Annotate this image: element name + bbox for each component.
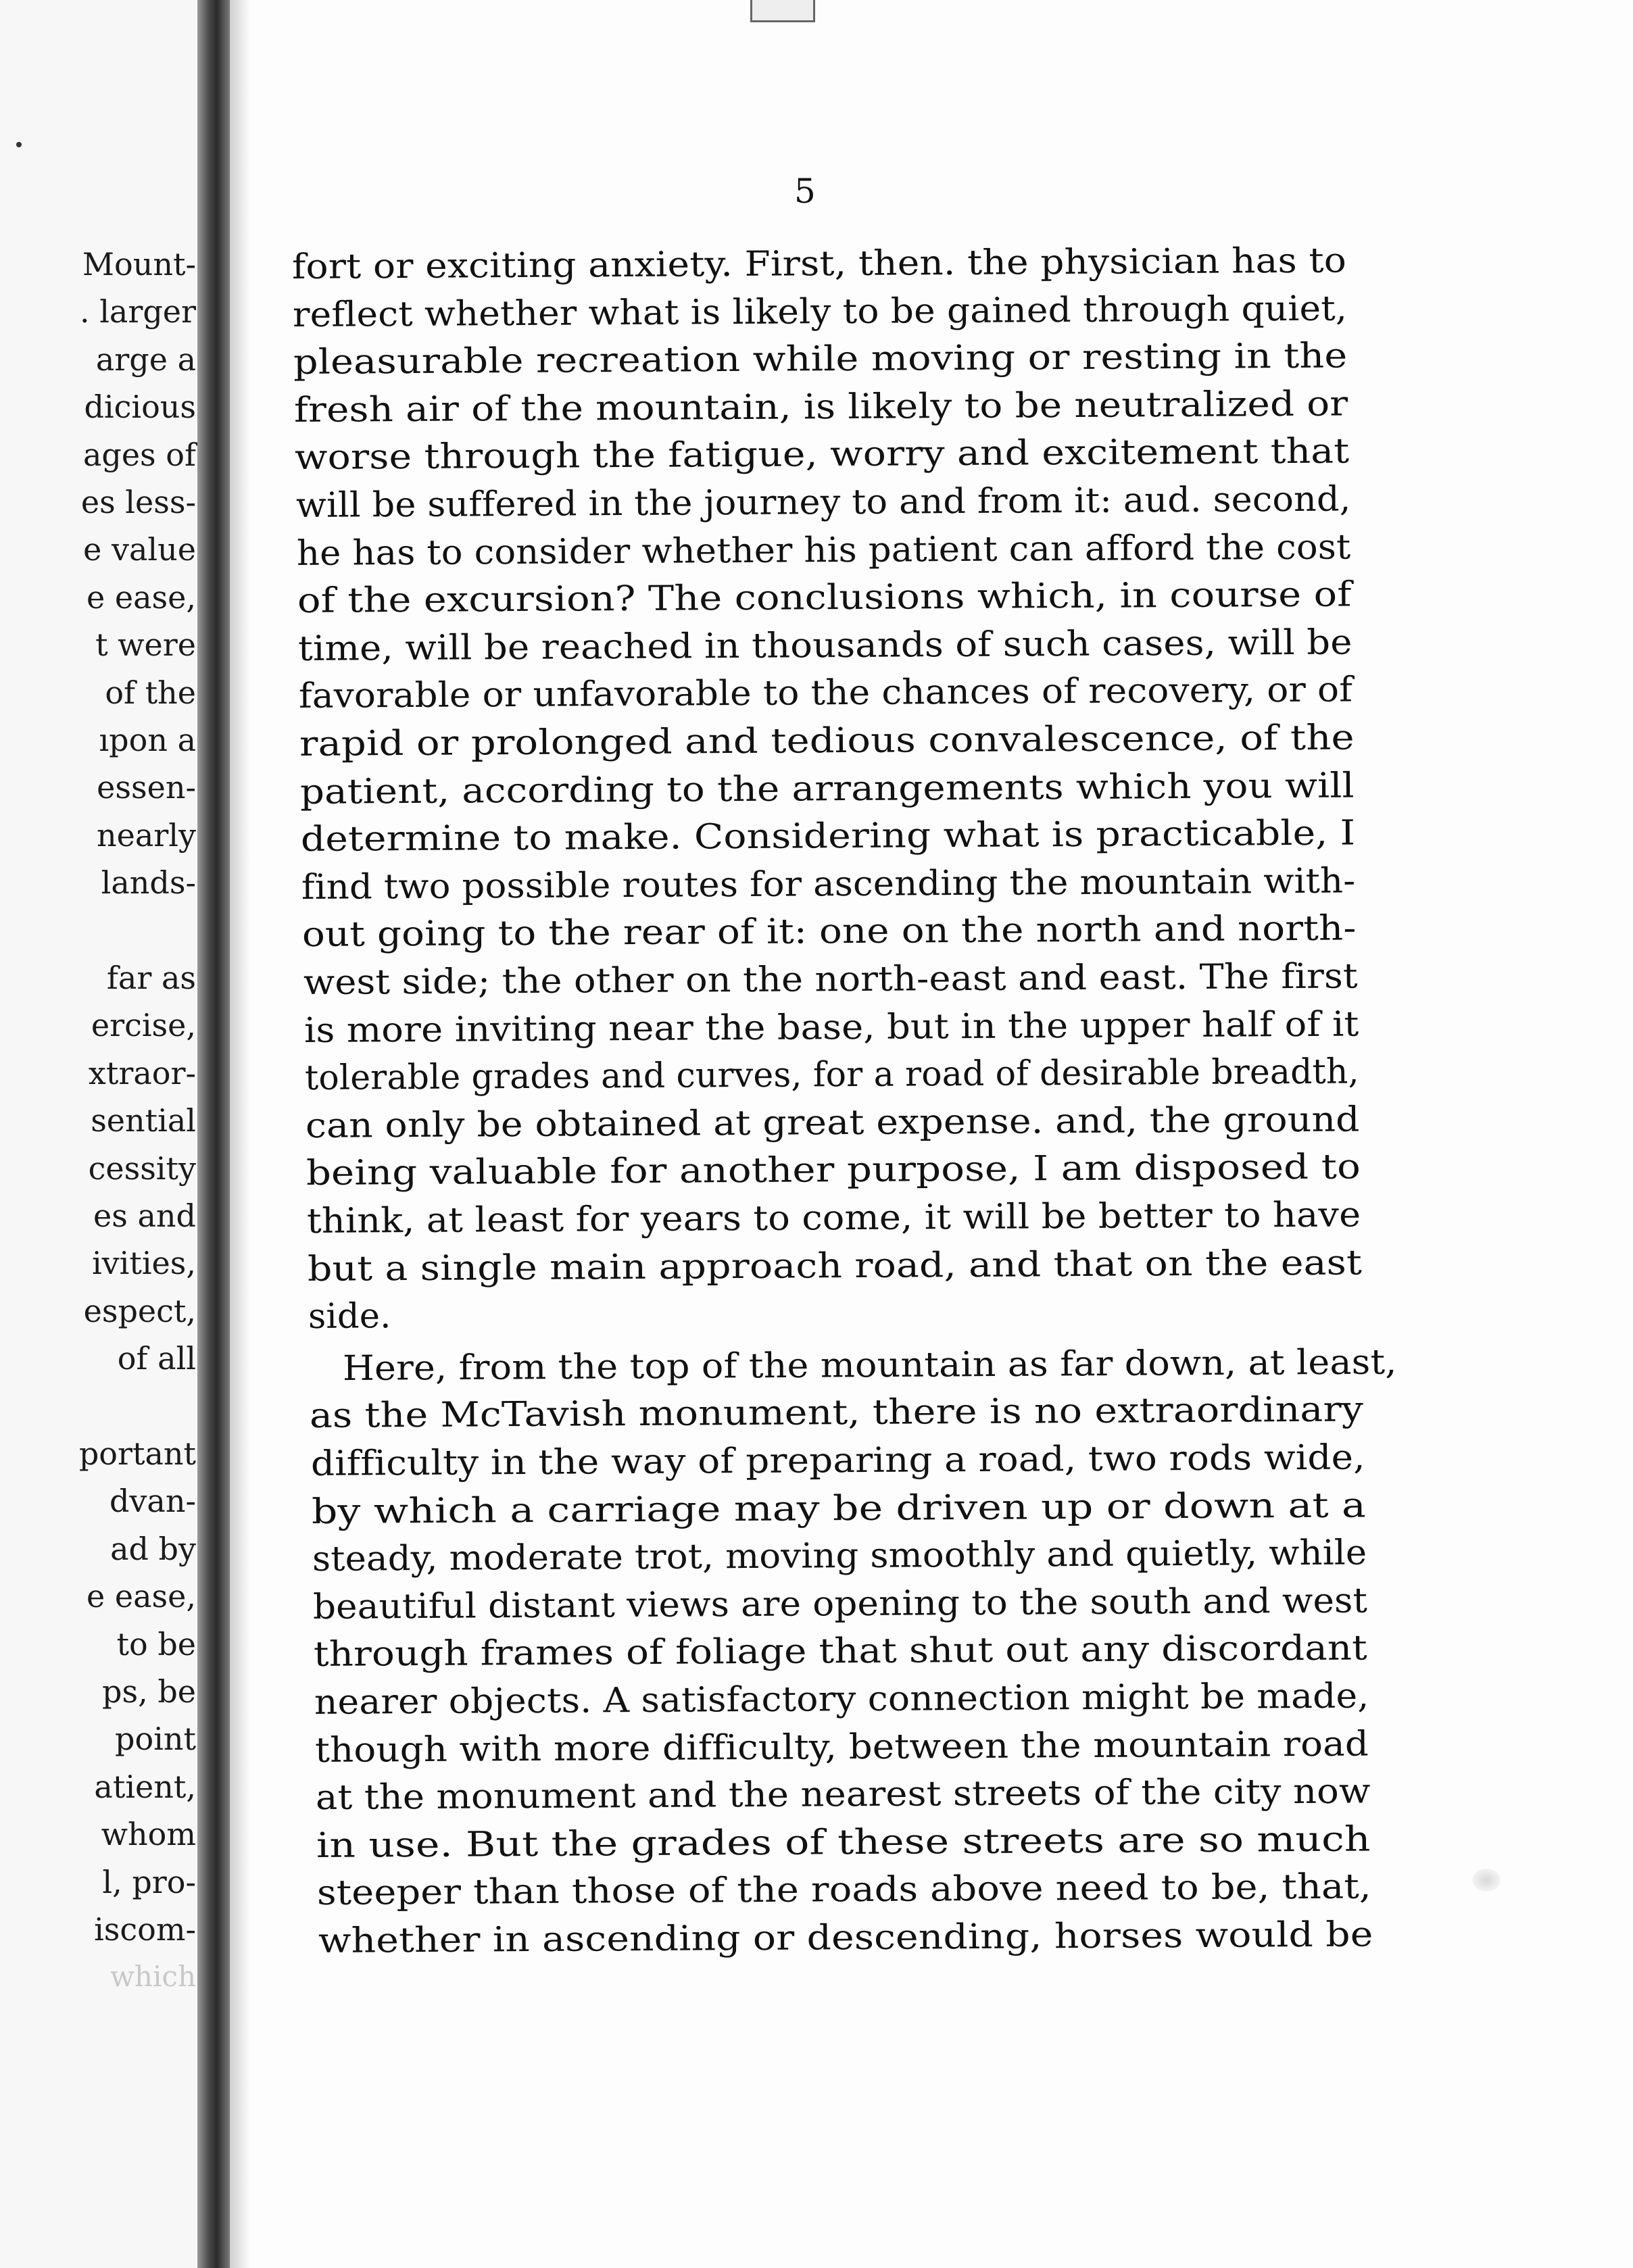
facing-page-line-fragment: e ease, <box>87 1578 196 1615</box>
page-number: 5 <box>794 172 816 211</box>
facing-page-line-fragment: whom <box>101 1816 196 1853</box>
body-text-line: though with more difficulty, between the mountain road <box>314 1724 1369 1771</box>
book-binding-gutter <box>197 0 230 2268</box>
body-text-line: west side; the other on the north-east and east. The first <box>303 956 1358 1003</box>
body-text-line: as the McTavish monument, there is no extraordinary <box>310 1389 1364 1437</box>
body-text-line: nearer objects. A satisfactory connection might be made, <box>314 1676 1369 1723</box>
body-text-line: determine to make. Considering what is practicable, I <box>301 813 1356 860</box>
body-text-line: being valuable for another purpose, I am disposed to <box>306 1147 1361 1194</box>
facing-page-line-fragment: dicious <box>84 389 196 426</box>
facing-page-line-fragment: to be <box>116 1625 196 1662</box>
gutter-shadow <box>230 0 250 2268</box>
facing-page-line-fragment: ad by <box>110 1530 196 1567</box>
facing-page-line-fragment: e ease, <box>87 578 196 616</box>
body-text-line: steeper than those of the roads above need to be, that, <box>317 1867 1372 1914</box>
body-text-line: fort or exciting anxiety. First, then. the physician has to <box>291 241 1347 287</box>
body-text-line: by which a carriage may be driven up or down at a <box>311 1485 1366 1532</box>
body-text-line: find two possible routes for ascending the mountain with- <box>301 861 1356 908</box>
facing-page-line-fragment: arge a <box>95 341 196 378</box>
facing-page-line-fragment: nearly <box>97 816 196 854</box>
facing-page <box>0 0 203 2268</box>
facing-page-line-fragment: point <box>115 1721 196 1758</box>
page-smudge <box>1472 1869 1501 1892</box>
body-text-line: whether in ascending or descending, horses would be <box>318 1915 1373 1961</box>
body-text-line: favorable or unfavorable to the chances of recovery, or of <box>298 670 1353 717</box>
paragraph-start-line: Here, from the top of the mountain as far down, at least, <box>343 1342 1398 1389</box>
facing-page-line-fragment: sential <box>91 1102 196 1139</box>
facing-page-line-fragment: es and <box>93 1198 196 1234</box>
body-text-line: worse through the fatigue, worry and excitement that <box>295 431 1350 478</box>
body-text-line: but a single main approach road, and that on the east <box>307 1243 1363 1289</box>
facing-page-line-fragment: dvan- <box>109 1483 196 1520</box>
body-text-line: at the monument and the nearest streets of the city now <box>316 1771 1371 1819</box>
facing-page-line-fragment: ps, be <box>102 1673 196 1710</box>
facing-page-line-fragment: ivities, <box>91 1245 196 1282</box>
facing-page-line-fragment: lands- <box>101 864 196 902</box>
facing-page-line-fragment: espect, <box>83 1292 196 1329</box>
body-text-line: side. <box>308 1296 391 1337</box>
facing-page-line-fragment: far as <box>106 960 196 996</box>
body-text-line: pleasurable recreation while moving or resting in the <box>293 336 1348 383</box>
facing-page-line-fragment: t were <box>95 626 196 664</box>
body-text-line: think, at least for years to come, it will be better to have <box>306 1195 1361 1241</box>
body-text-line: fresh air of the mountain, is likely to be neutralized or <box>294 384 1348 430</box>
body-text-line: steady, moderate trot, moving smoothly and quietly, while <box>312 1533 1367 1580</box>
body-text-line: reflect whether what is likely to be gained through quiet, <box>292 289 1348 335</box>
facing-page-line-fragment: ages of <box>82 436 196 473</box>
ink-speck <box>16 142 22 147</box>
facing-page-line-fragment: ercise, <box>91 1007 196 1044</box>
facing-page-line-fragment: . larger <box>79 293 196 330</box>
facing-page-line-fragment: l, pro- <box>102 1863 196 1900</box>
facing-page-line-fragment: es less- <box>80 484 196 520</box>
body-text-line: time, will be reached in thousands of such cases, will be <box>297 622 1352 669</box>
facing-page-line-fragment: atient, <box>94 1768 196 1805</box>
facing-page-line-fragment: Mount- <box>82 246 196 282</box>
body-text-line: beautiful distant views are opening to the south and west <box>312 1581 1368 1627</box>
facing-page-line-fragment: of all <box>117 1340 196 1377</box>
body-text-line: rapid or prolonged and tedious convalescence, of the <box>299 718 1355 764</box>
facing-page-line-fragment: cessity <box>88 1150 196 1187</box>
facing-page-line-fragment: iscom- <box>94 1911 196 1948</box>
facing-page-line-fragment: essen- <box>97 769 196 806</box>
facing-page-faded-word: which <box>109 1960 196 1993</box>
body-text-line: is more inviting near the base, but in the upper half of it <box>303 1004 1359 1051</box>
body-text-line: of the excursion? The conclusions which, in course of <box>297 574 1352 622</box>
facing-page-line-fragment: xtraor- <box>88 1054 196 1091</box>
body-text-line: he has to consider whether his patient can afford the cost <box>296 527 1351 574</box>
facing-page-line-fragment: portant <box>78 1435 196 1472</box>
body-text-line: out going to the rear of it: one on the north and north- <box>302 908 1357 956</box>
body-text-line: will be suffered in the journey to and from it: aud. second, <box>295 479 1351 526</box>
body-text-line: through frames of foliage that shut out any discordant <box>313 1628 1368 1675</box>
facing-page-line-fragment: ıpon a <box>99 722 196 758</box>
body-text-line: difficulty in the way of preparing a road, two rods wide, <box>310 1437 1365 1484</box>
body-text-line: tolerable grades and curves, for a road of desirable breadth, <box>304 1052 1359 1099</box>
body-text-line: can only be obtained at great expense. and, the ground <box>305 1100 1360 1146</box>
body-text-line: patient, according to the arrangements which you will <box>299 766 1355 812</box>
facing-page-line-fragment: of the <box>105 674 196 711</box>
page-tab-mark <box>750 0 815 22</box>
facing-page-line-fragment: e value <box>83 531 196 568</box>
body-text-line: in use. But the grades of these streets are so much <box>316 1819 1371 1866</box>
